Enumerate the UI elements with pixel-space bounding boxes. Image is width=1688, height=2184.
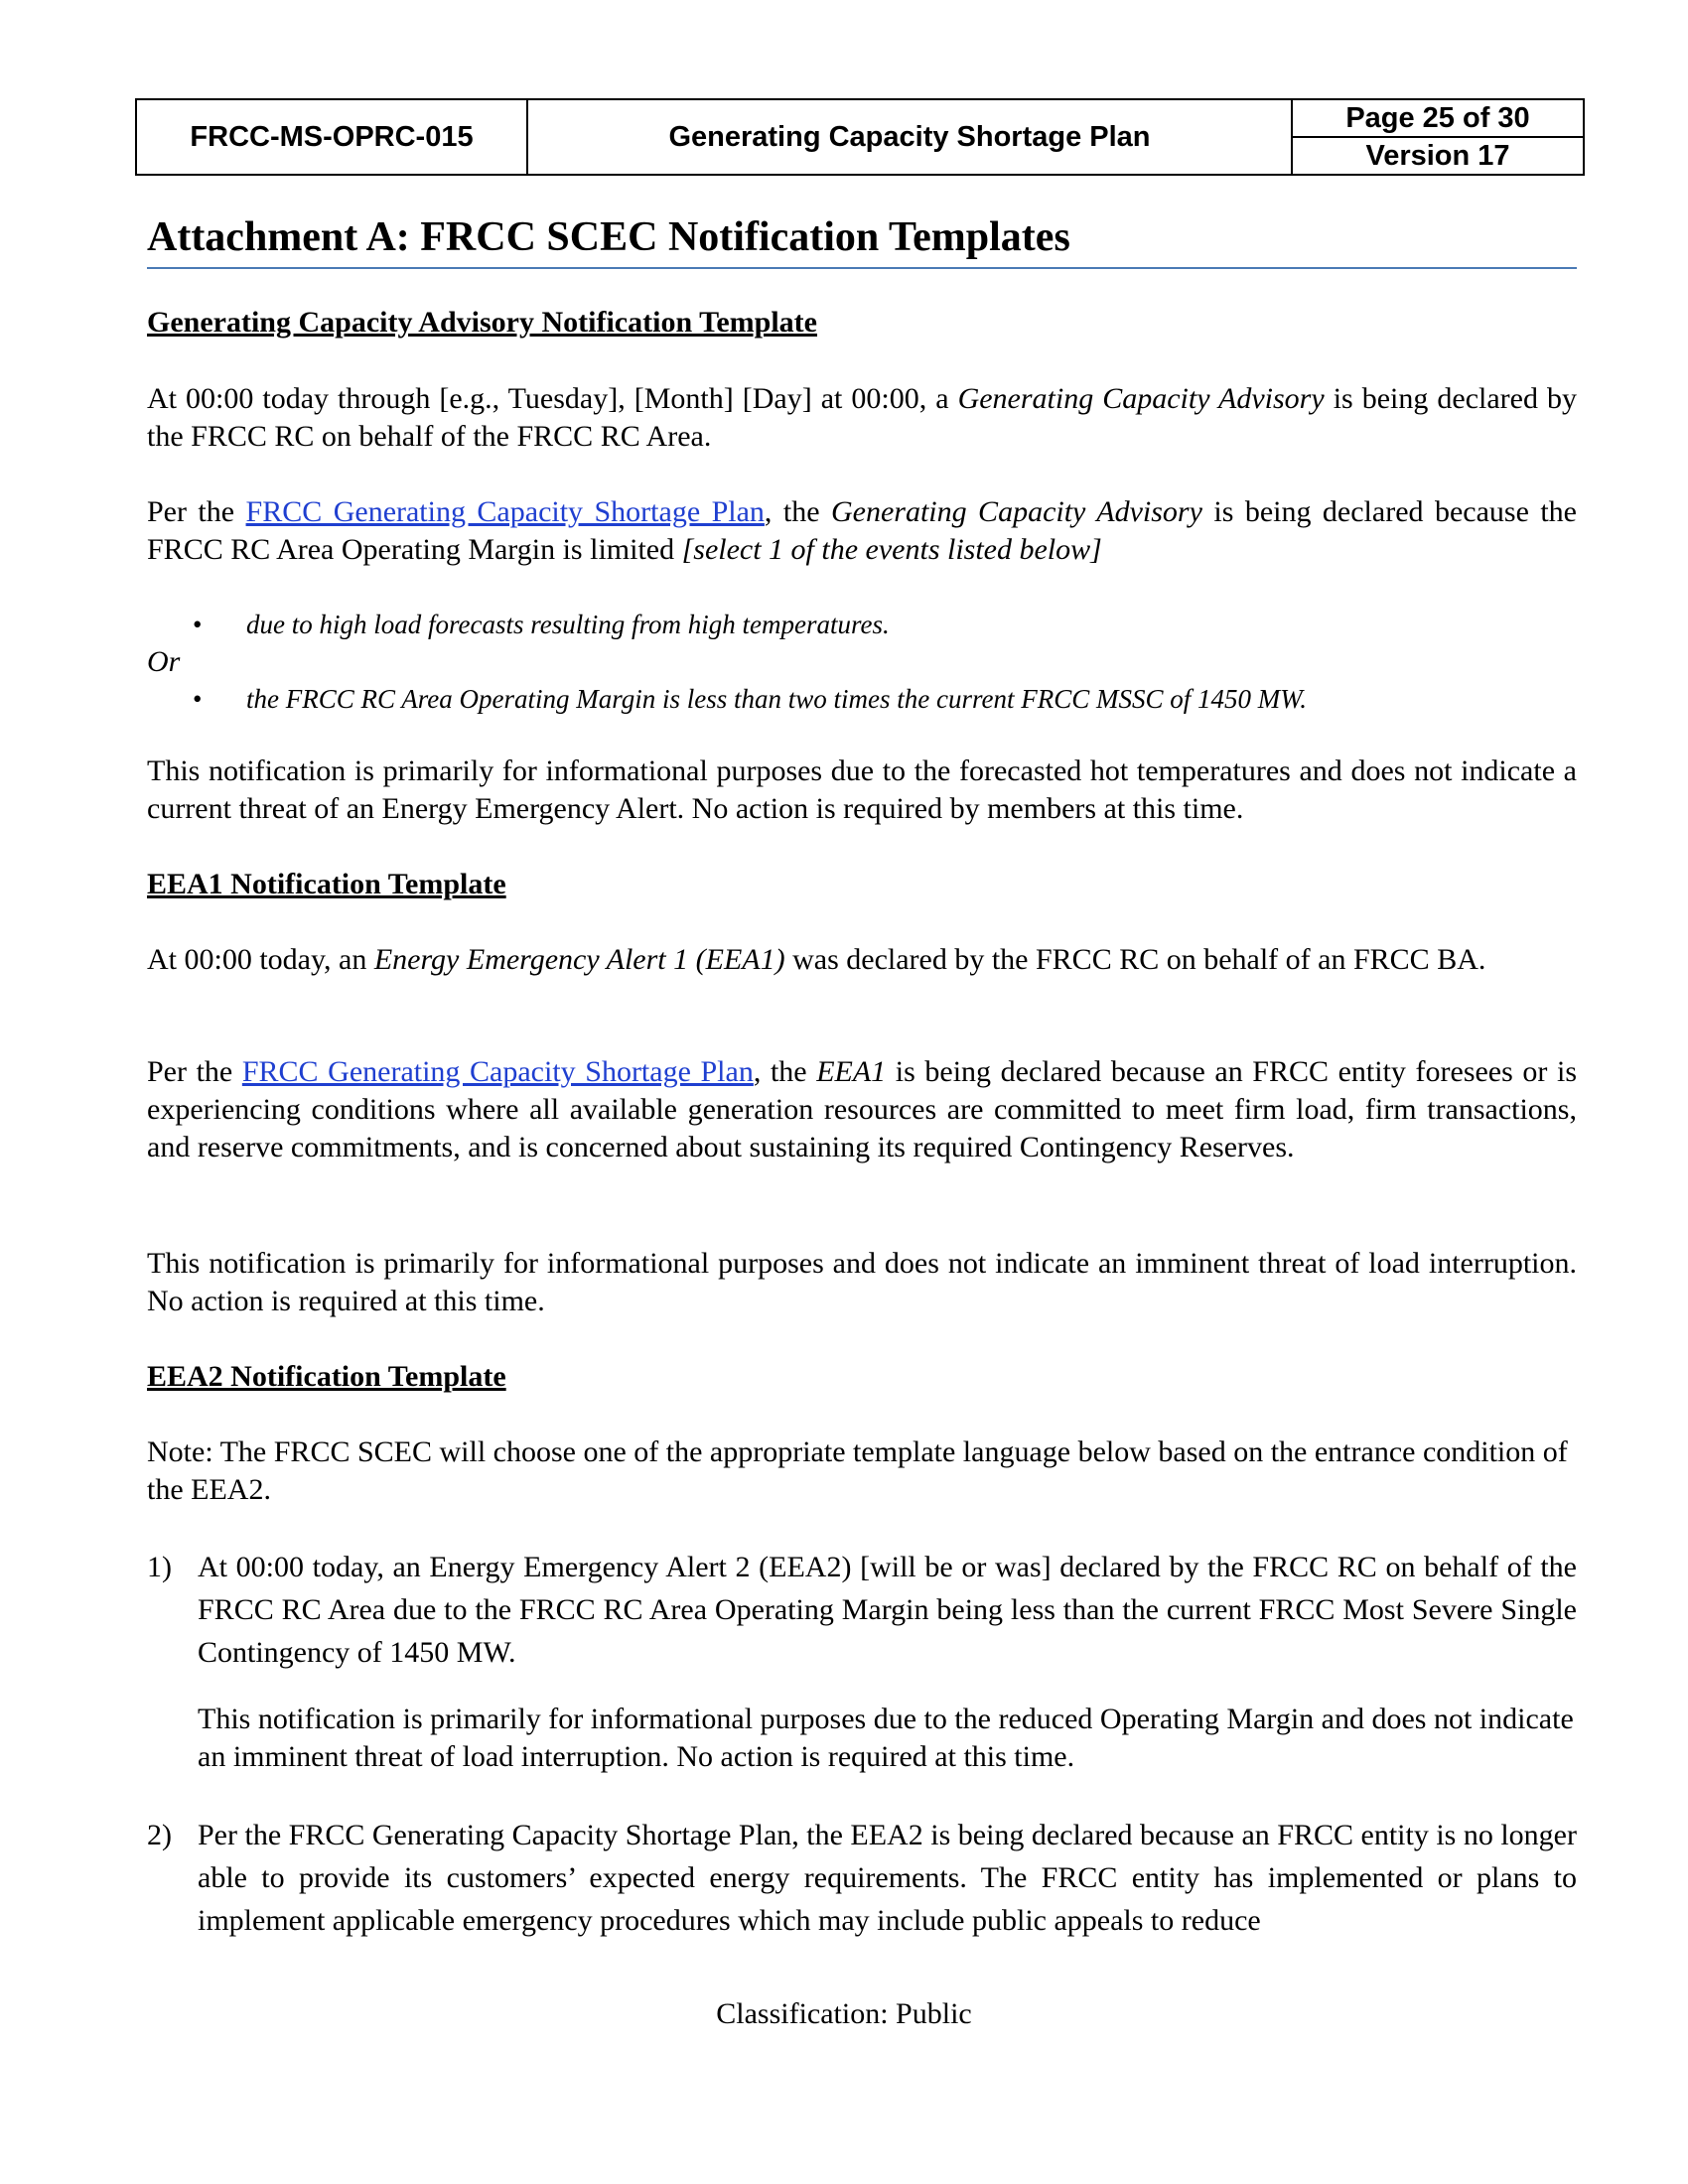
eea1-p2-text-a: Per the (147, 1055, 242, 1088)
page-version-cell (1293, 100, 1583, 174)
shortage-plan-link[interactable]: FRCC Generating Capacity Shortage Plan (245, 495, 765, 528)
document-header-table (135, 98, 1585, 176)
eea1-p1-italic: Energy Emergency Alert 1 (EEA1) (373, 943, 785, 976)
document-id: FRCC-MS-OPRC-015 (137, 100, 528, 174)
eea1-heading: EEA1 Notification Template (147, 868, 506, 900)
version-label: Version 17 (1365, 139, 1510, 172)
bullet-dot-icon: • (193, 610, 203, 639)
advisory-p1-italic: Generating Capacity Advisory (957, 382, 1325, 415)
advisory-bullet-2-text: the FRCC RC Area Operating Margin is less than two times the current FRCC MSSC of 1450 MW. (246, 684, 1307, 714)
eea2-item-1-subparagraph: This notification is primarily for informational purposes due to the reduced Operating Margin and does not indicate an imminent threat of load interruption. No action is required at this time. (198, 1703, 1574, 1773)
advisory-p2-italic: Generating Capacity Advisory (830, 495, 1202, 528)
eea1-paragraph-3: This notification is primarily for informational purposes and does not indicate an imminent threat of load interruption. No action is required at this time. (147, 1247, 1577, 1317)
advisory-paragraph-2 (147, 493, 1577, 569)
eea1-paragraph-1 (147, 941, 1577, 979)
or-label: Or (147, 645, 181, 678)
advisory-p2-text-a: Per the (147, 495, 246, 528)
list-number: 1) (147, 1551, 172, 1583)
advisory-p1-text-c: is being declared by the FRCC RC on behalf of the FRCC RC Area. (147, 382, 1577, 453)
advisory-p2-text-b: , the (764, 495, 831, 528)
eea1-p2-text-d: is being declared because an FRCC entity foresees or is experiencing conditions where all available generation resources are committed to meet firm load, firm transactions, and reserve commitments, and is concerned about sustaining its required Contingency Reserves. (147, 1055, 1578, 1163)
classification-footer: Classification: Public (716, 1997, 972, 2030)
advisory-p1-text-a: At 00:00 today through [e.g., Tuesday], [Month] [Day] at 00:00, a (147, 382, 958, 415)
advisory-heading: Generating Capacity Advisory Notification Template (147, 306, 817, 339)
advisory-bullet-1-text: due to high load forecasts resulting from high temperatures. (246, 610, 890, 639)
eea2-list-item-2 (147, 1814, 1577, 1942)
eea1-p1-text-c: was declared by the FRCC RC on behalf of an FRCC BA. (784, 943, 1486, 976)
advisory-p2-select-note: [select 1 of the events listed below] (681, 533, 1102, 566)
page-number: Page 25 of 30 (1293, 100, 1583, 138)
advisory-paragraph-1 (147, 380, 1577, 456)
eea1-paragraph-2 (147, 1053, 1577, 1166)
eea1-p1-text-a: At 00:00 today, an (147, 943, 374, 976)
shortage-plan-link[interactable]: FRCC Generating Capacity Shortage Plan (241, 1055, 754, 1088)
bullet-dot-icon: • (193, 684, 203, 714)
eea1-p2-text-b: , the (753, 1055, 817, 1088)
list-number: 2) (147, 1819, 172, 1851)
attachment-title: Attachment A: FRCC SCEC Notification Templates (147, 213, 1577, 269)
advisory-p2-text-d: is being declared because the FRCC RC Area Operating Margin is limited (147, 495, 1577, 566)
document-title: Generating Capacity Shortage Plan (528, 100, 1293, 174)
advisory-paragraph-3: This notification is primarily for informational purposes due to the forecasted hot temperatures and does not indicate a current threat of an Energy Emergency Alert. No action is required by members at this time. (147, 754, 1577, 825)
eea1-p2-italic: EEA1 (816, 1055, 887, 1088)
eea2-list-item-1 (147, 1546, 1577, 1674)
eea2-note: Note: The FRCC SCEC will choose one of the appropriate template language below based on the entrance condition of the EEA2. (147, 1435, 1568, 1506)
eea2-item-1-text: At 00:00 today, an Energy Emergency Alert 2 (EEA2) [will be or was] declared by the FRCC RC on behalf of the FRCC RC Area due to the FRCC RC Area Operating Margin being less than the current FRCC Most Severe Single Contingency of 1450 MW. (198, 1551, 1577, 1669)
eea2-item-2-text: Per the FRCC Generating Capacity Shortage Plan, the EEA2 is being declared because an FRCC entity is no longer able to provide its customers’ expected energy requirements. The FRCC entity has implemented or plans to implement applicable emergency procedures which may include public appeals to reduce (198, 1819, 1577, 1937)
eea2-heading: EEA2 Notification Template (147, 1360, 506, 1393)
